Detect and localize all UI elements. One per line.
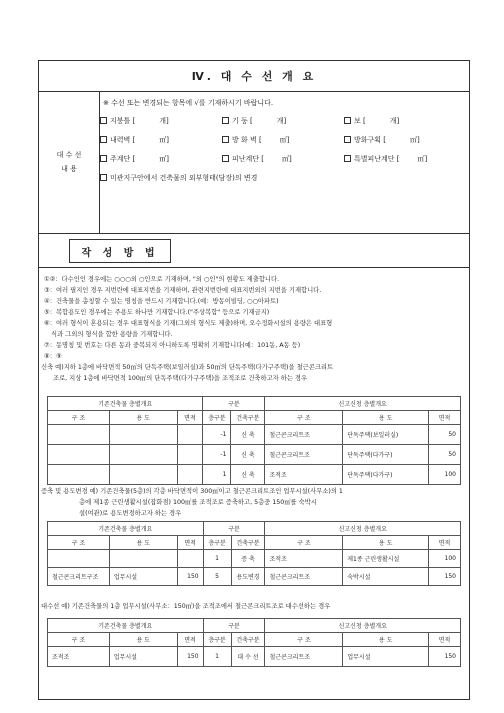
example-3-title-block [39,601,469,612]
section-title: Ⅳ. 대 수 선 개 요 [191,70,317,83]
checkbox-row [100,168,465,187]
example-2-title-cont: 층에 제1종 근린생활시설(잡화점) 100㎡를 조적조로 증축하고, 5층중 150㎡를 숙박시 [79,499,317,506]
checkbox-icon[interactable] [100,136,107,143]
table-row: 철근콘크리트구조 업무시설 150 5 용도변경 철근콘크리트조 숙박시설 150 [48,568,461,586]
repair-content-body [100,95,465,187]
header-division: 구분 [203,522,265,536]
col-build-type: 건축구분 [231,633,265,647]
example-2-title-block [39,486,469,519]
checkbox-icon[interactable] [344,136,351,143]
header-existing: 기존건축물 층별개요 [48,397,203,411]
col-usage: 용 도 [109,411,177,425]
col-floor: 층구분 [203,411,231,425]
checkbox-icon[interactable] [100,174,107,181]
header-division: 구분 [203,397,265,411]
note-line: ⑦：동명칭 및 번호는 다른 동과 중복되지 아니하도록 명확히 기재합니다(예：101동, A동 등) [44,342,301,349]
method-body [39,267,469,384]
label-line-2: 내 용 [61,165,77,173]
checkbox-item-bearing-wall[interactable]: 내력벽 [ ㎡] [100,135,210,145]
header-existing: 기존건축물 층별개요 [48,522,204,536]
checkbox-icon[interactable] [222,155,229,162]
col-usage: 용 도 [109,633,177,647]
example-2-title-cont: 설(여관)로 용도변경하고자 하는 경우 [79,510,182,517]
checkbox-item-exterior-change[interactable]: 미관지구안에서 건축물의 외부형태(담장)의 변경 [100,173,257,183]
example-1-title: 신축 예)지하 1층에 바닥면적 50㎡의 단독주택(보일러실)과 50㎡의 단독주택(다가구주택)을 철근콘크리트 [41,364,334,371]
example-1-table [47,396,461,485]
col-structure: 구 조 [265,633,343,647]
method-title: 작 성 방 법 [81,247,159,259]
note-line: ⑥：여러 형식이 혼용되는 경우 대표형식을 기재(그외의 형식도 제출)하며, 오수정화시설의 용량은 대표형 [44,320,333,327]
table-row: 1 증 축 조적조 제1종 근린생활시설 100 [48,550,461,568]
note-line: ④：건축물을 총칭할 수 있는 명칭을 반드시 기재합니다.(예：방동이빌딩, ○○아파트) [44,298,279,305]
checkbox-item-fire-compartment[interactable]: 방화구획 [ ㎡] [344,135,420,145]
checkbox-item-escape-stair[interactable]: 피난계단 [ ㎡] [222,154,332,164]
note-line: ⑤：복합용도인 경우에는 주용도 하나만 기재합니다.("주상복합" 등으로 기재금지) [44,309,270,316]
col-area: 면적 [177,536,203,550]
header-report: 신고신청 층별개요 [265,619,461,633]
checkbox-icon[interactable] [100,155,107,162]
checkbox-icon[interactable] [222,117,229,124]
col-floor: 층구분 [203,633,231,647]
example-3-title: 대수선 예) 기존건축물의 1층 업무시설(사무소：150㎡)을 조적조에서 철근콘크리트조로 대수선하는 경우 [41,603,331,610]
col-usage: 용 도 [343,633,429,647]
col-build-type: 건축구분 [231,536,265,550]
table-row: 조적조 업무시설 150 1 대 수 선 철근콘크리트조 업무시설 150 [48,647,461,667]
repair-content-label [39,91,100,233]
col-structure: 구 조 [48,633,110,647]
table-row: 1 신 축 조적조 단독주택(다가구) 100 [48,465,461,485]
example-2-table [47,521,461,586]
checkbox-icon[interactable] [222,136,229,143]
col-structure: 구 조 [265,536,343,550]
checkbox-icon[interactable] [344,155,351,162]
checkbox-icon[interactable] [100,117,107,124]
checkbox-item-special-escape-stair[interactable]: 특별피난계단 [ ㎡] [344,154,427,164]
col-area: 면적 [429,633,461,647]
note-line: 식과 그외의 형식을 합한 용량을 기재합니다. [51,331,173,338]
form-page [38,60,470,700]
method-title-box [69,239,171,263]
col-usage: 용 도 [109,536,177,550]
checkbox-row [100,130,465,149]
col-structure: 구 조 [48,536,110,550]
note-line: ③：여러 필지인 경우 지번란에 대표지번을 기재하며, 관련지번란에 대표지번외의 지번을 기재합니다. [44,287,322,294]
note-line: ①②：다수인인 경우에는 ○○○외 ○인으로 기재하며, "외 ○인"의 현황도 제출합니다. [44,276,280,283]
note-line: ⑧：⑨ [44,353,62,360]
checkbox-item-column[interactable]: 기 둥 [ 개] [222,116,332,126]
col-structure: 구 조 [48,411,110,425]
col-floor: 층구분 [203,536,231,550]
table-row: -1 신 축 철근콘크리트조 단독주택(다가구) 50 [48,445,461,465]
checkbox-item-fire-wall[interactable]: 방 화 벽 [ ㎡] [222,135,332,145]
table-row: -1 신 축 철근콘크리트조 단독주택(보일러실) 50 [48,425,461,445]
checkbox-item-main-stair[interactable]: 주계단 [ ㎡] [100,154,210,164]
header-existing: 기존건축물 층별개요 [48,619,204,633]
example-1-title-cont: 조로, 지상 1층에 바닥면적 100㎡의 단독주택(다가구주택)을 조적조로 건축하고자 하는 경우 [53,375,308,382]
checkbox-item-beam[interactable]: 보 [ 개] [344,116,399,126]
col-area: 면적 [429,536,461,550]
label-line-1: 대 수 선 [56,151,82,159]
col-area: 면적 [429,411,461,425]
col-area: 면적 [177,633,203,647]
col-area: 면적 [177,411,203,425]
checkbox-item-roof-truss[interactable]: 지붕틀 [ 개] [100,116,210,126]
example-2-title: 증축 및 용도변경 예) 기존건축물(5층)의 각층 바닥면적이 300㎡이고 철근콘크리트조인 업무시설(사무소)의 1 [41,488,343,495]
example-3-table [47,618,461,667]
section-title-row [39,61,469,92]
checkbox-icon[interactable] [344,117,351,124]
col-structure: 구 조 [265,411,343,425]
col-usage: 용 도 [343,411,429,425]
checkbox-row [100,111,465,130]
instruction-note: ※ 수선 또는 변경되는 항목에 √를 기재하시기 바랍니다. [103,99,274,107]
header-report: 신고신청 층별개요 [265,522,461,536]
col-build-type: 건축구분 [231,411,265,425]
repair-content-row [39,91,469,234]
header-division: 구분 [203,619,265,633]
header-report: 신고신청 층별개요 [265,397,461,411]
col-usage: 용 도 [343,536,429,550]
checkbox-row [100,149,465,168]
